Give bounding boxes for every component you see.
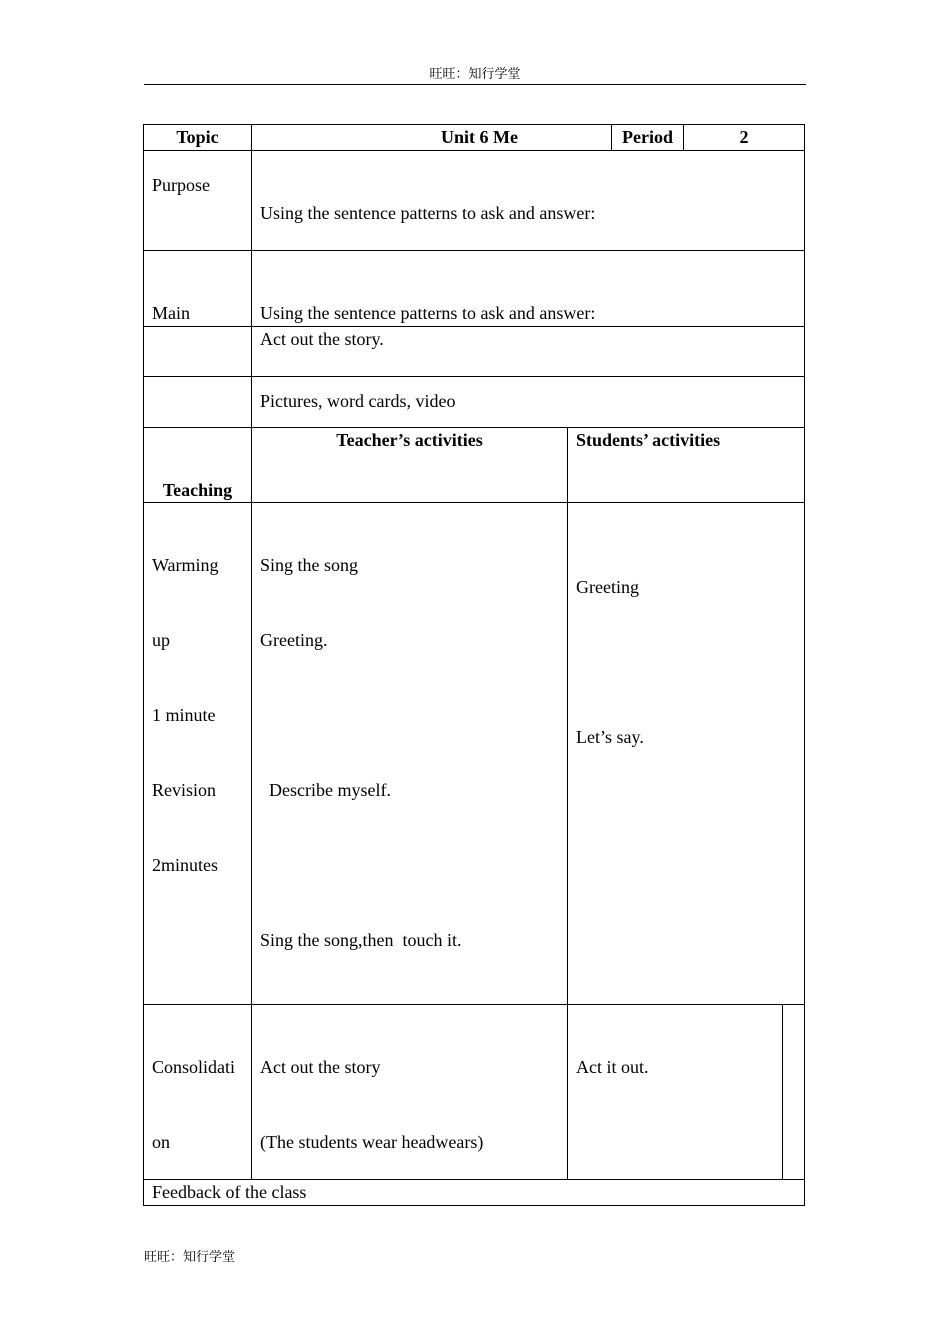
- teacher-column-header: Teacher’s activities: [336, 430, 483, 450]
- student-line: [576, 800, 804, 825]
- step-line: 2minutes: [152, 855, 218, 875]
- purpose-label: Purpose: [152, 175, 210, 195]
- main-points-label: [144, 251, 251, 326]
- steps-column-header: [144, 428, 251, 502]
- topic-value: Unit 6 Me: [441, 127, 518, 147]
- student-line: Let’s say.: [576, 727, 644, 747]
- steps-header-line: Teaching: [162, 480, 233, 500]
- teacher-line: [260, 853, 567, 878]
- page-footer: 旺旺：知行学堂: [144, 1249, 236, 1264]
- teacher-line: Sing the song: [260, 555, 359, 575]
- difficult-points-content: Act out the story.: [260, 329, 384, 349]
- main-points-content: [252, 251, 804, 326]
- step-line: Warming: [152, 555, 219, 575]
- teacher-line: Describe myself.: [260, 780, 391, 800]
- step-line: up: [152, 630, 170, 650]
- table-border-bottom: [144, 1205, 805, 1206]
- step-line: Revision: [152, 780, 217, 800]
- teaching-materials-label: [144, 377, 251, 427]
- table-border-right: [804, 124, 805, 1206]
- teaching-materials-content: Pictures, word cards, video: [260, 391, 456, 411]
- student-line: Act it out.: [576, 1057, 649, 1077]
- procedure-student-activities: [568, 499, 804, 1004]
- step-line: Consolidati: [152, 1057, 236, 1077]
- step-line: [152, 1003, 251, 1004]
- consolidation-teacher-activities: [252, 1005, 567, 1179]
- topic-label: Topic: [176, 127, 219, 147]
- teacher-line: [260, 703, 567, 728]
- feedback-label: Feedback of the class: [152, 1182, 307, 1202]
- period-label: Period: [622, 127, 673, 147]
- purpose-line: Using the sentence patterns to ask and answer:: [260, 203, 596, 223]
- teacher-line: Act out the story: [260, 1057, 381, 1077]
- teacher-line: Greeting.: [260, 630, 328, 650]
- step-line: [152, 928, 251, 953]
- step-line: on: [152, 1132, 170, 1152]
- step-line: 1 minute: [152, 705, 216, 725]
- main-points-line: Using the sentence patterns to ask and answer:: [260, 303, 596, 323]
- column-divider: [782, 1004, 783, 1180]
- procedure-steps: [144, 503, 251, 1004]
- period-value: 2: [739, 127, 749, 147]
- teacher-line: [260, 1003, 567, 1004]
- procedure-teacher-activities: [252, 503, 567, 1004]
- main-points-label-line: Main: [152, 303, 190, 323]
- teacher-line: (The students wear headwears): [260, 1132, 484, 1152]
- student-line: [576, 950, 804, 975]
- consolidation-student-activities: [568, 1005, 782, 1179]
- student-line: Greeting: [576, 577, 639, 597]
- consolidation-steps: [144, 1005, 251, 1179]
- student-line: [576, 650, 804, 675]
- purpose-content: [252, 151, 804, 250]
- student-line: [576, 875, 804, 900]
- page-header: 旺旺：知行学堂: [144, 66, 806, 85]
- teacher-line: Sing the song,then touch it.: [260, 930, 462, 950]
- students-column-header: Students’ activities: [576, 430, 721, 450]
- difficult-points-label: [144, 327, 251, 376]
